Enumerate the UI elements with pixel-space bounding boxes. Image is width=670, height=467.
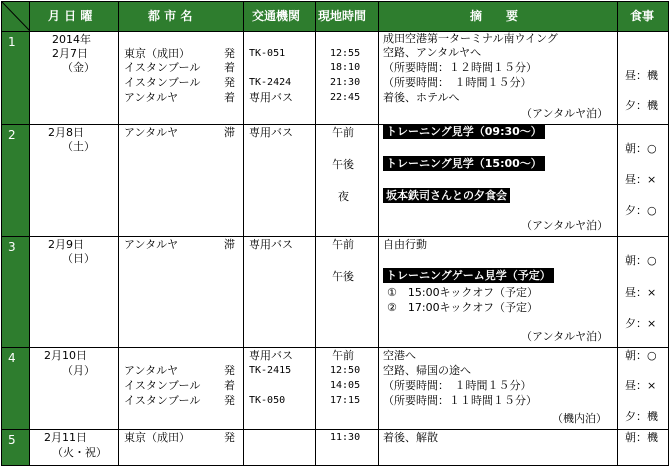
- header-diagonal: [2, 2, 30, 31]
- summary-line: 空路、帰国の途へ: [383, 364, 471, 377]
- grid-line: [378, 1, 379, 466]
- date-line: （土）: [62, 140, 95, 153]
- date-line: 2月10日: [44, 349, 87, 362]
- summary-line: 自由行動: [383, 238, 427, 251]
- day-number: 5: [8, 433, 16, 447]
- city-action: 発: [224, 47, 235, 60]
- highlight-event: トレーニングゲーム見学（予定）: [383, 268, 554, 283]
- grid-line: [617, 1, 618, 466]
- city-action: 発: [224, 394, 235, 407]
- local-time: 22:45: [330, 92, 361, 103]
- summary-line: 空港へ: [383, 349, 416, 362]
- highlight-event: トレーニング見学（09:30～）: [383, 124, 545, 139]
- city-action: 滞: [224, 238, 235, 251]
- city-name: アンタルヤ: [124, 364, 179, 377]
- city-name: イスタンブール: [124, 394, 201, 407]
- day-number: 4: [8, 351, 16, 365]
- grid-line: [1, 236, 669, 237]
- transport: 専用バス: [249, 238, 293, 251]
- meal: 朝：○: [625, 254, 657, 267]
- header-city: 都 市 名: [148, 9, 193, 23]
- grid-line: [1, 1, 669, 2]
- date-line: （金）: [62, 61, 95, 74]
- meal: 夕：×: [625, 317, 657, 330]
- summary-line: 成田空港第一ターミナル南ウイング: [383, 32, 558, 45]
- transport: TK-051: [249, 48, 286, 59]
- summary-line: 空路、アンタルヤへ: [383, 46, 482, 59]
- header-date: 月 日 曜: [48, 9, 93, 23]
- transport: 専用バス: [249, 349, 293, 362]
- date-line: 2014年: [52, 33, 91, 46]
- day-cell-4: [2, 347, 29, 429]
- city-name: イスタンブール: [124, 61, 201, 74]
- kickoff-line: ① 15:00キックオフ（予定）: [387, 286, 539, 299]
- meal: 夕：機: [625, 410, 658, 423]
- meal: 夕：○: [625, 204, 657, 217]
- header-summary: 摘 要: [470, 9, 519, 23]
- summary-line: （所要時間：１１時間１５分）: [383, 394, 537, 407]
- date-line: （月）: [62, 364, 95, 377]
- kickoff-line: ② 17:00キックオフ（予定）: [387, 301, 539, 314]
- grid-line: [1, 465, 669, 466]
- grid-line: [1, 124, 669, 125]
- local-time: 午前: [332, 238, 354, 251]
- grid-line: [1, 347, 669, 348]
- summary-line: 着後、解散: [383, 431, 438, 444]
- city-action: 着: [224, 61, 235, 74]
- grid-line: [118, 1, 119, 466]
- stay-note: （機内泊）: [552, 412, 607, 425]
- local-time: 夜: [338, 190, 349, 203]
- city-action: 着: [224, 379, 235, 392]
- city-name: アンタルヤ: [124, 91, 179, 104]
- local-time: 18:10: [330, 62, 361, 73]
- city-action: 滞: [224, 126, 235, 139]
- day-number: 3: [8, 240, 16, 254]
- grid-line: [668, 1, 669, 466]
- day-cell-2: [2, 124, 29, 236]
- city-action: 発: [224, 364, 235, 377]
- grid-line: [315, 1, 316, 466]
- meal: 昼：×: [625, 286, 657, 299]
- meal: 昼：×: [625, 173, 657, 186]
- day-cell-3: [2, 236, 29, 347]
- stay-note: （アンタルヤ泊）: [521, 219, 609, 232]
- summary-line: （所要時間： １時間１５分）: [383, 76, 532, 89]
- summary-line: 着後、ホテルへ: [383, 91, 460, 104]
- local-time: 午前: [332, 126, 354, 139]
- meal: 夕：機: [625, 99, 658, 112]
- grid-line: [243, 1, 244, 466]
- meal: 朝：○: [625, 349, 657, 362]
- date-line: 2月7日: [52, 47, 88, 60]
- meal: 朝：○: [625, 142, 657, 155]
- grid-line: [1, 429, 669, 430]
- date-line: 2月11日: [44, 431, 87, 444]
- local-time: 12:50: [330, 365, 361, 376]
- summary-line: （所要時間：１２時間１５分）: [383, 61, 537, 74]
- date-line: 2月8日: [48, 126, 84, 139]
- local-time: 21:30: [330, 77, 361, 88]
- highlight-event: トレーニング見学（15:00～）: [383, 156, 545, 171]
- date-line: （火・祝）: [52, 446, 107, 459]
- stay-note: （アンタルヤ泊）: [521, 330, 609, 343]
- day-cell-1: [2, 31, 29, 124]
- city-name: アンタルヤ: [124, 238, 179, 251]
- city-name: イスタンブール: [124, 76, 201, 89]
- header-meals: 食事: [630, 9, 655, 23]
- grid-line: [29, 1, 30, 466]
- header-local-time: 現地時間: [318, 9, 367, 23]
- highlight-event: 坂本鉄司さんとの夕食会: [383, 188, 510, 203]
- local-time: 午後: [332, 158, 354, 171]
- local-time: 12:55: [330, 48, 361, 59]
- meal: 朝：機: [625, 431, 658, 444]
- date-line: 2月9日: [48, 238, 84, 251]
- grid-line: [1, 31, 669, 32]
- local-time: 午後: [332, 270, 354, 283]
- city-name: イスタンブール: [124, 379, 201, 392]
- transport: TK-050: [249, 395, 286, 406]
- transport: TK-2415: [249, 365, 292, 376]
- grid-line: [1, 1, 2, 466]
- date-line: （日）: [62, 252, 95, 265]
- meal: 昼：機: [625, 69, 658, 82]
- city-action: 着: [224, 91, 235, 104]
- transport: 専用バス: [249, 126, 293, 139]
- city-name: 東京（成田）: [124, 47, 190, 60]
- day-number: 2: [8, 128, 16, 142]
- stay-note: （アンタルヤ泊）: [521, 107, 609, 120]
- summary-line: （所要時間： １時間１５分）: [383, 379, 532, 392]
- transport: 専用バス: [249, 91, 293, 104]
- local-time: 11:30: [330, 432, 361, 443]
- city-name: アンタルヤ: [124, 126, 179, 139]
- meal: 昼：×: [625, 379, 657, 392]
- city-action: 発: [224, 76, 235, 89]
- day-cell-5: [2, 429, 29, 465]
- local-time: 午前: [332, 349, 354, 362]
- transport: TK-2424: [249, 77, 292, 88]
- local-time: 14:05: [330, 380, 361, 391]
- header-transport: 交通機関: [252, 9, 301, 23]
- city-action: 発: [224, 431, 235, 444]
- day-number: 1: [8, 35, 16, 49]
- local-time: 17:15: [330, 395, 361, 406]
- city-name: 東京（成田）: [124, 431, 190, 444]
